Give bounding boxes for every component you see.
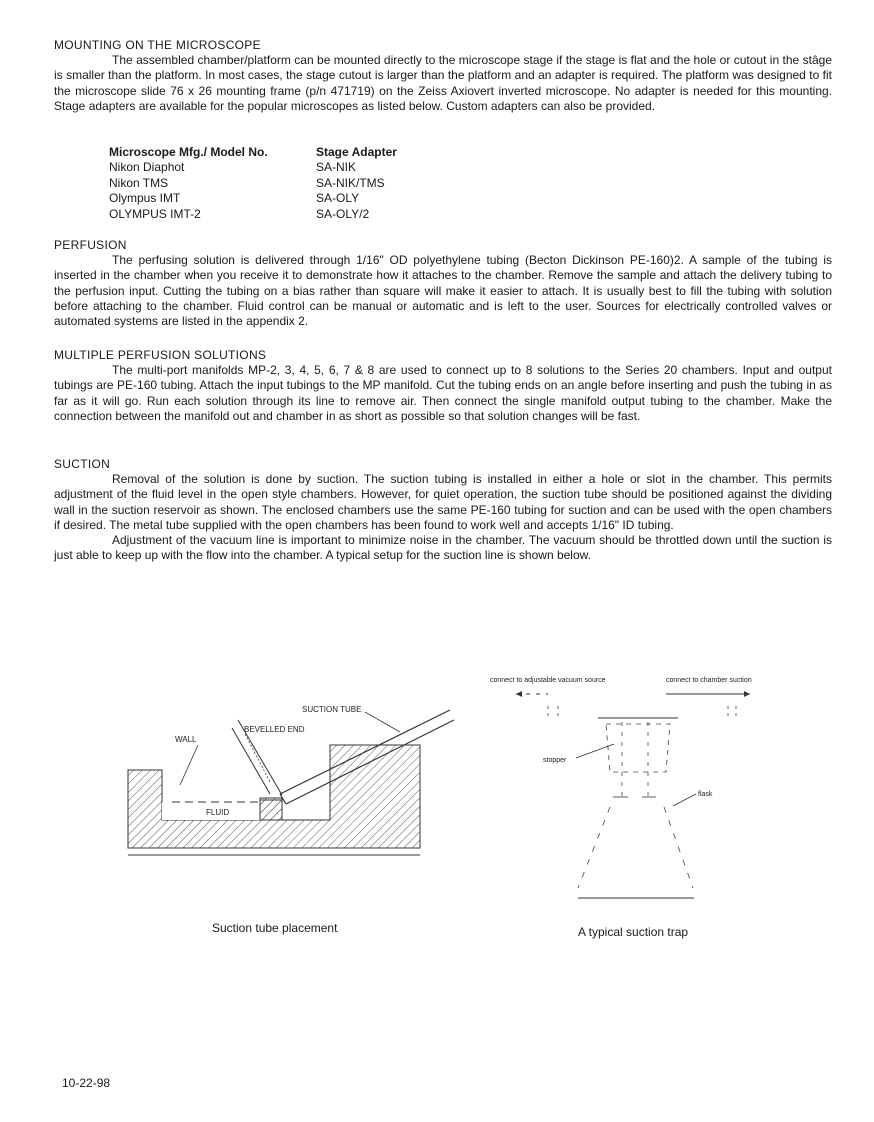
label-wall: WALL <box>175 735 197 744</box>
arrow-vacuum-head <box>516 691 522 697</box>
perfusion-paragraph: The perfusing solution is delivered through 1/16" OD polyethylene tubing (Becton Dickinson PE-160)2. A sample of the tubing is inserted in the chamber when you receive it to demonstrate how it attaches to the chamber. Remove the sample and attach the delivery tubing to the perfusion input. Cutting the tubing on a bias rather than square will make it easier to attach. It is usually best to fill the tubing with solution before attaching to the chamber. Fluid control can be manual or automatic and is left to the user. Sources for electrically controlled valves or automated systems are listed in the appendix 2. <box>54 253 832 329</box>
perfusion-section <box>54 238 832 329</box>
multiple-perfusion-heading: MULTIPLE PERFUSION SOLUTIONS <box>54 348 267 362</box>
suction-paragraph-1: Removal of the solution is done by suction. The suction tubing is installed in either a hole or slot in the chamber. This permits adjustment of the fluid level in the open style chambers. However, for quiet operation, the suction tube should be positioned against the dividing wall in the suction reservoir as shown. The enclosed chambers use the same PE-160 tubing for suction and can be used with the open chambers if desired. The metal tube supplied with the open chambers has been found to work well and accepts 1/16" ID tubing. <box>54 472 832 532</box>
chamber-body <box>128 745 420 848</box>
flask-left <box>578 807 610 888</box>
leader-flask <box>673 794 696 806</box>
perfusion-heading: PERFUSION <box>54 238 127 252</box>
label-fluid: FLUID <box>206 808 230 817</box>
flask-right <box>664 807 693 888</box>
mounting-heading: MOUNTING ON THE MICROSCOPE <box>54 38 261 52</box>
table-cell-model: OLYMPUS IMT-2 <box>109 206 201 221</box>
table-header-model: Microscope Mfg./ Model No. <box>109 145 268 159</box>
dividing-wall <box>260 798 282 820</box>
table-cell-model: Olympus IMT <box>109 191 181 206</box>
table-row <box>109 207 456 222</box>
suction-trap-diagram <box>488 672 788 912</box>
table-cell-adapter: SA-OLY <box>316 191 360 206</box>
suction-heading: SUCTION <box>54 457 111 471</box>
stage-adapter-table <box>109 145 456 222</box>
mounting-paragraph: The assembled chamber/platform can be mounted directly to the microscope stage if the stage is flat and the hole or cutout in the stâge is smaller than the platform. In most cases, the stage cutout is larger than the platform and an adapter is required. The platform was designed to fit the microscope slide 76 x 26 mounting frame (p/n 471719) on the Zeiss Axiovert inverted microscope. No adapter is needed for this mounting. Stage adapters are available for the popular microscopes as listed below. Custom adapters can also be provided. <box>54 53 832 113</box>
table-header-adapter: Stage Adapter <box>316 145 397 159</box>
leader-suction-tube <box>365 712 400 732</box>
label-chamber: connect to chamber suction <box>666 677 752 684</box>
wall-tube-2 <box>232 728 270 794</box>
label-vacuum: connect to adjustable vacuum source <box>490 677 606 684</box>
table-cell-adapter: SA-NIK <box>316 160 357 175</box>
suction-section <box>54 457 832 563</box>
caption-suction-placement: Suction tube placement <box>212 921 338 935</box>
table-cell-model: Nikon TMS <box>109 175 169 190</box>
table-cell-adapter: SA-OLY/2 <box>316 206 370 221</box>
label-bevelled-end: BEVELLED END <box>244 725 305 734</box>
label-flask: flask <box>698 791 713 798</box>
table-cell-adapter: SA-NIK/TMS <box>316 175 385 190</box>
table-row <box>109 160 456 175</box>
caption-suction-trap: A typical suction trap <box>578 925 689 939</box>
multiple-perfusion-section <box>54 348 832 424</box>
table-row <box>109 191 456 206</box>
suction-tube-diagram <box>120 690 460 865</box>
mounting-section <box>54 38 832 114</box>
label-stopper: stopper <box>543 757 567 764</box>
arrow-chamber-head <box>744 691 750 697</box>
document-date: 10-22-98 <box>62 1076 111 1090</box>
table-header-row <box>109 145 456 160</box>
multiple-perfusion-paragraph: The multi-port manifolds MP-2, 3, 4, 5, 6, 7 & 8 are used to connect up to 8 solutions to the Series 20 chambers. Input and output tubings are PE-160 tubing. Attach the input tubings to the MP manifold. Cut the tubing ends on an angle before inserting and push the tubing in as far as it will go. Run each solution through its line to remove air. Then connect the single manifold output tubing to the chamber. Make the connection between the manifold out and chamber in as short as possible so that solution changes will be fast. <box>54 363 832 423</box>
table-row <box>109 176 456 191</box>
leader-wall <box>180 745 198 785</box>
label-suction-tube: SUCTION TUBE <box>302 705 362 714</box>
suction-paragraph-2: Adjustment of the vacuum line is important to minimize noise in the chamber. The vacuum should be throttled down until the suction is just able to keep up with the flow into the chamber. A typical setup for the suction line is shown below. <box>54 533 832 563</box>
table-cell-model: Nikon Diaphot <box>109 160 185 175</box>
stopper <box>606 724 670 772</box>
